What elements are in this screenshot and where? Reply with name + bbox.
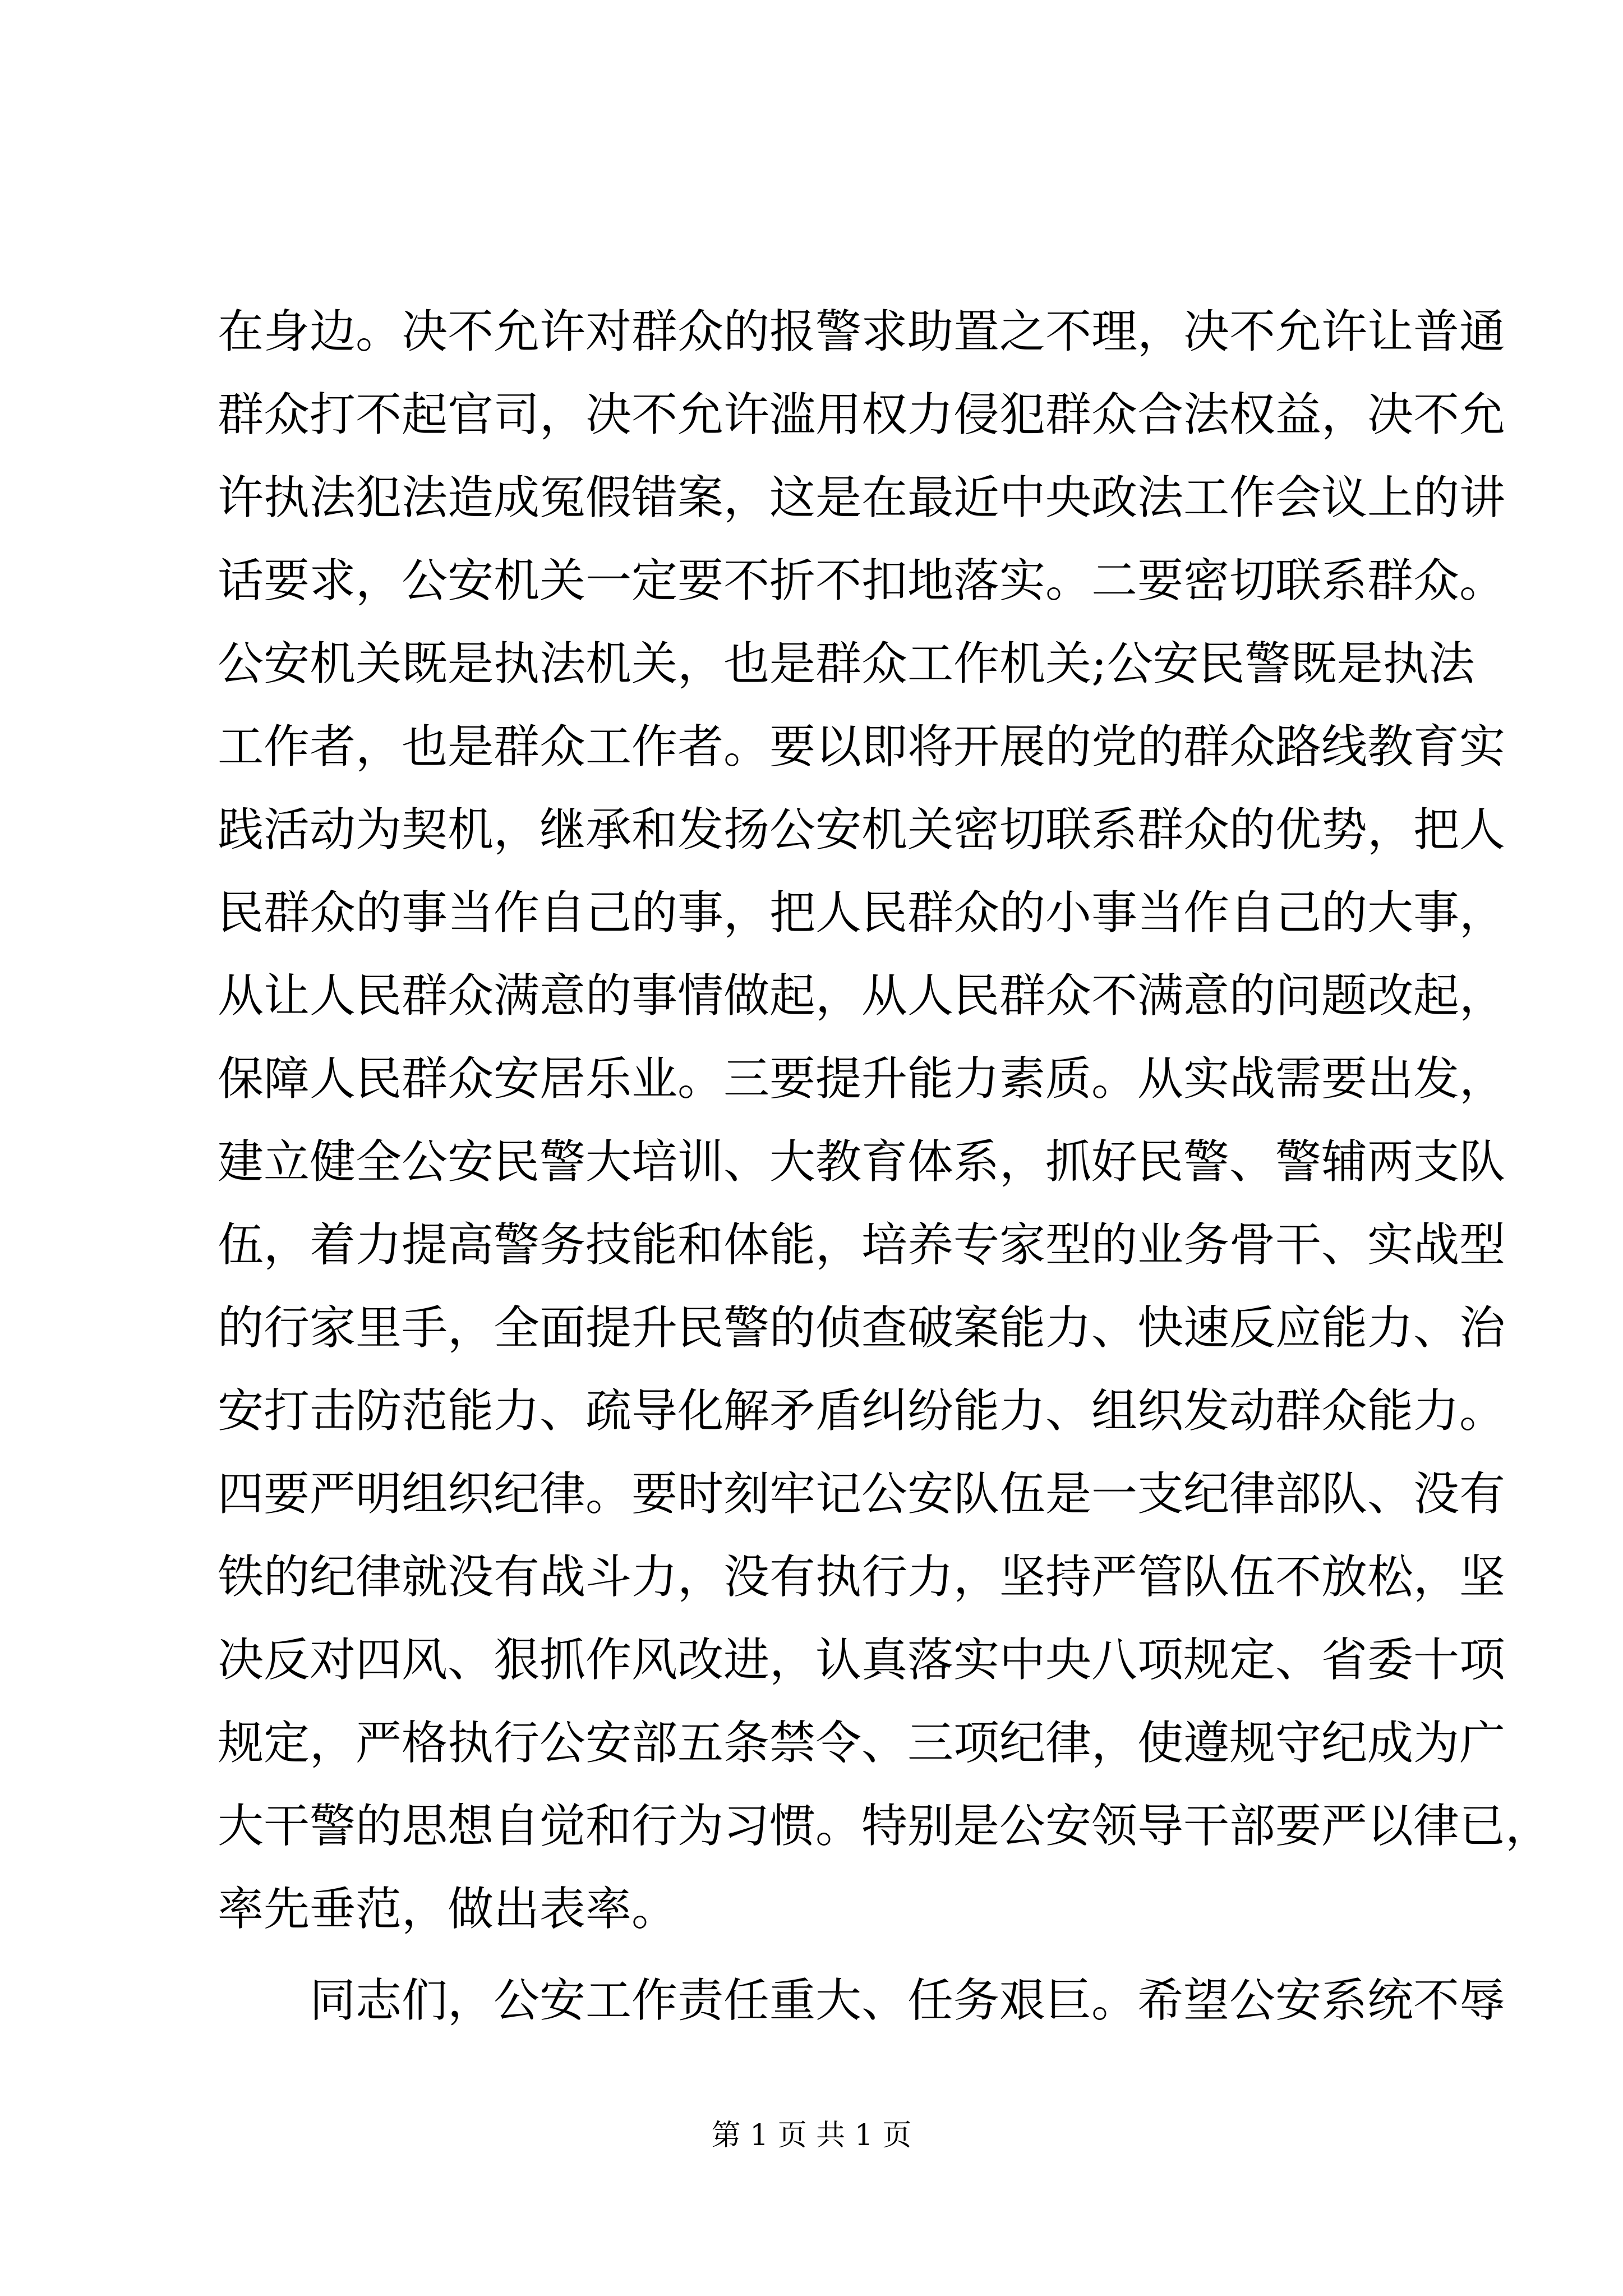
text-line: 四要严明组织纪律。要时刻牢记公安队伍是一支纪律部队、没有 (218, 1467, 1506, 1521)
paragraph-gap (218, 1951, 1418, 1959)
text-line: 践活动为契机，继承和发扬公安机关密切联系群众的优势，把人 (218, 803, 1506, 857)
text-line: 大干警的思想自觉和行为习惯。特别是公安领导干部要严以律已， (218, 1800, 1552, 1853)
text-line: 保障人民群众安居乐业。三要提升能力素质。从实战需要出发， (218, 1052, 1506, 1106)
text-line: 许执法犯法造成冤假错案，这是在最近中央政法工作会议上的讲 (218, 471, 1506, 524)
page-footer (0, 2119, 1623, 2152)
text-line: 从让人民群众满意的事情做起，从人民群众不满意的问题改起， (218, 969, 1506, 1023)
paragraph-1 (218, 291, 1552, 1951)
text-line: 的行家里手，全面提升民警的侦查破案能力、快速反应能力、治 (218, 1301, 1506, 1355)
text-line: 工作者，也是群众工作者。要以即将开展的党的群众路线教育实 (218, 720, 1506, 774)
text-line: 伍，着力提高警务技能和体能，培养专家型的业务骨干、实战型 (218, 1218, 1506, 1272)
text-line: 在身边。决不允许对群众的报警求助置之不理，决不允许让普通 (218, 305, 1506, 358)
text-line: 铁的纪律就没有战斗力，没有执行力，坚持严管队伍不放松，坚 (218, 1550, 1506, 1604)
text-line: 同志们，公安工作责任重大、任务艰巨。希望公安系统不辱 (310, 1974, 1506, 2027)
text-line: 建立健全公安民警大培训、大教育体系，抓好民警、警辅两支队 (218, 1135, 1506, 1189)
page-number-label: 第 1 页 共 1 页 (711, 2119, 912, 2152)
paragraph-2 (218, 1959, 1506, 2042)
document-body (218, 291, 1552, 2042)
text-line: 决反对四风、狠抓作风改进，认真落实中央八项规定、省委十项 (218, 1634, 1506, 1687)
text-line: 话要求，公安机关一定要不折不扣地落实。二要密切联系群众。 (218, 554, 1506, 608)
text-line: 规定，严格执行公安部五条禁令、三项纪律，使遵规守纪成为广 (218, 1717, 1506, 1770)
text-line: 群众打不起官司，决不允许滥用权力侵犯群众合法权益，决不允 (218, 388, 1506, 441)
text-line: 安打击防范能力、疏导化解矛盾纠纷能力、组织发动群众能力。 (218, 1384, 1506, 1438)
text-line: 民群众的事当作自己的事，把人民群众的小事当作自己的大事， (218, 886, 1506, 940)
text-line: 公安机关既是执法机关，也是群众工作机关;公安民警既是执法 (218, 637, 1475, 691)
text-line: 率先垂范，做出表率。 (218, 1883, 678, 1936)
